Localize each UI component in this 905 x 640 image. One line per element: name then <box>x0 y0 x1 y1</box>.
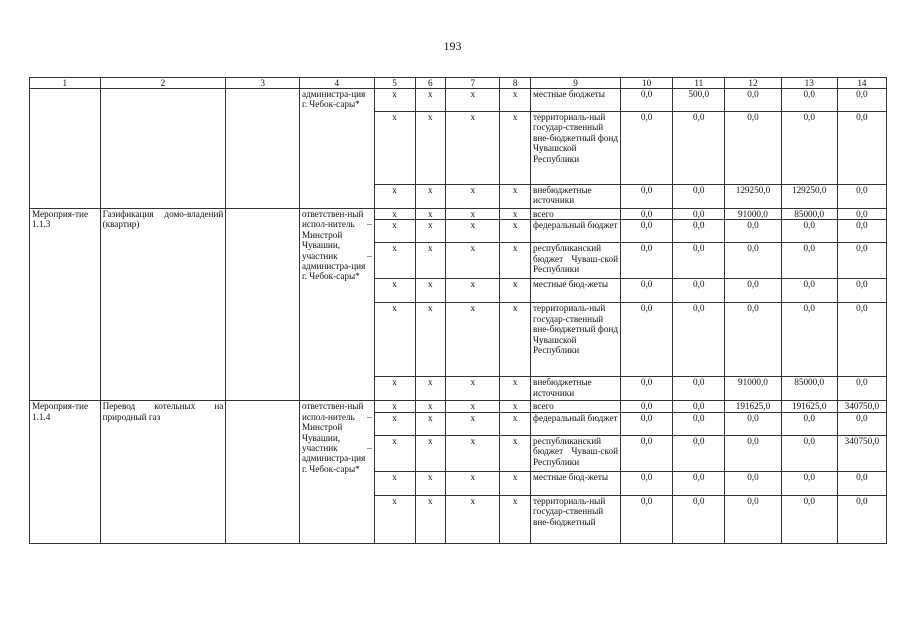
column-header: 10 <box>621 78 673 89</box>
col6-cell: x <box>415 243 446 279</box>
col6-cell: x <box>415 112 446 185</box>
responsible-cell: администра-ция г. Чебок-сары* <box>299 89 374 209</box>
table-row <box>30 209 887 220</box>
column-header: 12 <box>725 78 781 89</box>
col11-cell: 0,0 <box>673 209 725 220</box>
col7-cell: x <box>446 303 500 377</box>
col14-cell: 0,0 <box>837 185 886 209</box>
col12-cell: 0,0 <box>725 303 781 377</box>
source-cell: местные бюд-жеты <box>531 279 621 303</box>
col8-cell: x <box>500 220 531 243</box>
col8-cell: x <box>500 401 531 412</box>
col8-cell: x <box>500 185 531 209</box>
column-header: 7 <box>446 78 500 89</box>
col14-cell: 0,0 <box>837 495 886 543</box>
col11-cell: 0,0 <box>673 112 725 185</box>
col7-cell: x <box>446 412 500 435</box>
col12-cell: 0,0 <box>725 435 781 471</box>
col11-cell: 0,0 <box>673 495 725 543</box>
col13-cell: 0,0 <box>781 303 837 377</box>
col8-cell: x <box>500 495 531 543</box>
col12-cell: 0,0 <box>725 412 781 435</box>
col5-cell: x <box>374 185 415 209</box>
column-header: 13 <box>781 78 837 89</box>
col6-cell: x <box>415 303 446 377</box>
column-header: 5 <box>374 78 415 89</box>
col12-cell: 0,0 <box>725 243 781 279</box>
source-cell: местные бюджеты <box>531 89 621 112</box>
column-header: 4 <box>299 78 374 89</box>
col13-cell: 0,0 <box>781 89 837 112</box>
col10-cell: 0,0 <box>621 401 673 412</box>
source-cell: территориаль-ный государ-ственный вне-бюджетный фонд Чувашской Республики <box>531 112 621 185</box>
col13-cell: 0,0 <box>781 279 837 303</box>
col5-cell: x <box>374 243 415 279</box>
description-cell: Перевод котельных на природный газ <box>100 401 226 543</box>
col13-cell: 191625,0 <box>781 401 837 412</box>
col13-cell: 129250,0 <box>781 185 837 209</box>
description-cell <box>100 89 226 209</box>
col6-cell: x <box>415 209 446 220</box>
column-header: 6 <box>415 78 446 89</box>
source-cell: территориаль-ный государ-ственный вне-бюджетный <box>531 495 621 543</box>
col6-cell: x <box>415 89 446 112</box>
table-row <box>30 89 887 112</box>
col7-cell: x <box>446 471 500 495</box>
col14-cell: 340750,0 <box>837 435 886 471</box>
col5-cell: x <box>374 112 415 185</box>
event-cell: Мероприя-тие 1.1.3 <box>30 209 101 401</box>
col5-cell: x <box>374 303 415 377</box>
col12-cell: 0,0 <box>725 471 781 495</box>
col8-cell: x <box>500 412 531 435</box>
col3-cell <box>226 89 300 209</box>
col11-cell: 0,0 <box>673 220 725 243</box>
col14-cell: 0,0 <box>837 209 886 220</box>
col12-cell: 129250,0 <box>725 185 781 209</box>
col12-cell: 0,0 <box>725 112 781 185</box>
source-cell: федеральный бюджет <box>531 412 621 435</box>
col12-cell: 191625,0 <box>725 401 781 412</box>
header-row <box>30 78 887 89</box>
col8-cell: x <box>500 112 531 185</box>
col10-cell: 0,0 <box>621 89 673 112</box>
col6-cell: x <box>415 220 446 243</box>
col7-cell: x <box>446 220 500 243</box>
col6-cell: x <box>415 279 446 303</box>
col6-cell: x <box>415 185 446 209</box>
col6-cell: x <box>415 401 446 412</box>
col5-cell: x <box>374 401 415 412</box>
col14-cell: 0,0 <box>837 279 886 303</box>
col11-cell: 0,0 <box>673 435 725 471</box>
col10-cell: 0,0 <box>621 435 673 471</box>
col6-cell: x <box>415 435 446 471</box>
column-header: 8 <box>500 78 531 89</box>
col7-cell: x <box>446 435 500 471</box>
column-header: 3 <box>226 78 300 89</box>
col5-cell: x <box>374 435 415 471</box>
col6-cell: x <box>415 377 446 401</box>
col10-cell: 0,0 <box>621 377 673 401</box>
col5-cell: x <box>374 209 415 220</box>
col12-cell: 91000,0 <box>725 377 781 401</box>
col12-cell: 0,0 <box>725 279 781 303</box>
col8-cell: x <box>500 279 531 303</box>
source-cell: республиканский бюджет Чуваш-ской Республики <box>531 435 621 471</box>
col5-cell: x <box>374 279 415 303</box>
col5-cell: x <box>374 471 415 495</box>
column-header: 14 <box>837 78 886 89</box>
col7-cell: x <box>446 112 500 185</box>
col5-cell: x <box>374 377 415 401</box>
col10-cell: 0,0 <box>621 185 673 209</box>
source-cell: внебюджетные источники <box>531 377 621 401</box>
event-cell: Мероприя-тие 1.1.4 <box>30 401 101 543</box>
col14-cell: 0,0 <box>837 471 886 495</box>
col13-cell: 0,0 <box>781 435 837 471</box>
description-cell: Газификация домо-владений (квартир) <box>100 209 226 401</box>
col13-cell: 85000,0 <box>781 209 837 220</box>
column-header: 11 <box>673 78 725 89</box>
source-cell: местные бюд-жеты <box>531 471 621 495</box>
col14-cell: 340750,0 <box>837 401 886 412</box>
source-cell: республиканский бюджет Чуваш-ской Республики <box>531 243 621 279</box>
col8-cell: x <box>500 435 531 471</box>
col6-cell: x <box>415 412 446 435</box>
source-cell: внебюджетные источники <box>531 185 621 209</box>
col8-cell: x <box>500 471 531 495</box>
col14-cell: 0,0 <box>837 89 886 112</box>
col10-cell: 0,0 <box>621 209 673 220</box>
col5-cell: x <box>374 412 415 435</box>
col13-cell: 0,0 <box>781 243 837 279</box>
col10-cell: 0,0 <box>621 471 673 495</box>
col11-cell: 0,0 <box>673 412 725 435</box>
col13-cell: 0,0 <box>781 495 837 543</box>
col11-cell: 0,0 <box>673 185 725 209</box>
col10-cell: 0,0 <box>621 243 673 279</box>
col10-cell: 0,0 <box>621 279 673 303</box>
col8-cell: x <box>500 89 531 112</box>
col10-cell: 0,0 <box>621 495 673 543</box>
col11-cell: 0,0 <box>673 401 725 412</box>
col13-cell: 85000,0 <box>781 377 837 401</box>
col7-cell: x <box>446 401 500 412</box>
source-cell: всего <box>531 209 621 220</box>
table-body <box>30 89 887 544</box>
col8-cell: x <box>500 209 531 220</box>
col8-cell: x <box>500 377 531 401</box>
col14-cell: 0,0 <box>837 243 886 279</box>
col11-cell: 0,0 <box>673 279 725 303</box>
column-header: 2 <box>100 78 226 89</box>
col13-cell: 0,0 <box>781 220 837 243</box>
responsible-cell: ответствен-ный испол-нитель – Минстрой Чувашии, участник – администра-ция г. Чебок-сары* <box>299 401 374 543</box>
col11-cell: 0,0 <box>673 471 725 495</box>
col13-cell: 0,0 <box>781 112 837 185</box>
col3-cell <box>226 209 300 401</box>
col14-cell: 0,0 <box>837 377 886 401</box>
col14-cell: 0,0 <box>837 220 886 243</box>
col5-cell: x <box>374 220 415 243</box>
col14-cell: 0,0 <box>837 303 886 377</box>
col5-cell: x <box>374 495 415 543</box>
column-header: 9 <box>531 78 621 89</box>
col13-cell: 0,0 <box>781 471 837 495</box>
col10-cell: 0,0 <box>621 112 673 185</box>
col7-cell: x <box>446 209 500 220</box>
col12-cell: 0,0 <box>725 495 781 543</box>
col10-cell: 0,0 <box>621 412 673 435</box>
col7-cell: x <box>446 243 500 279</box>
col14-cell: 0,0 <box>837 112 886 185</box>
column-header: 1 <box>30 78 101 89</box>
col3-cell <box>226 401 300 543</box>
col7-cell: x <box>446 89 500 112</box>
col12-cell: 0,0 <box>725 89 781 112</box>
col7-cell: x <box>446 185 500 209</box>
event-cell <box>30 89 101 209</box>
source-cell: территориаль-ный государ-ственный вне-бюджетный фонд Чувашской Республики <box>531 303 621 377</box>
col7-cell: x <box>446 377 500 401</box>
col11-cell: 0,0 <box>673 303 725 377</box>
col8-cell: x <box>500 243 531 279</box>
col10-cell: 0,0 <box>621 303 673 377</box>
col10-cell: 0,0 <box>621 220 673 243</box>
col12-cell: 0,0 <box>725 220 781 243</box>
col6-cell: x <box>415 495 446 543</box>
col11-cell: 0,0 <box>673 377 725 401</box>
col11-cell: 500,0 <box>673 89 725 112</box>
col7-cell: x <box>446 279 500 303</box>
responsible-cell: ответствен-ный испол-нитель – Минстрой Чувашии, участник – администра-ция г. Чебок-сары* <box>299 209 374 401</box>
source-cell: федеральный бюджет <box>531 220 621 243</box>
col12-cell: 91000,0 <box>725 209 781 220</box>
table-header <box>30 78 887 89</box>
col8-cell: x <box>500 303 531 377</box>
program-table <box>29 77 887 544</box>
col11-cell: 0,0 <box>673 243 725 279</box>
table-row <box>30 401 887 412</box>
col5-cell: x <box>374 89 415 112</box>
col13-cell: 0,0 <box>781 412 837 435</box>
source-cell: всего <box>531 401 621 412</box>
col6-cell: x <box>415 471 446 495</box>
page-number: 193 <box>443 39 462 53</box>
col7-cell: x <box>446 495 500 543</box>
col14-cell: 0,0 <box>837 412 886 435</box>
